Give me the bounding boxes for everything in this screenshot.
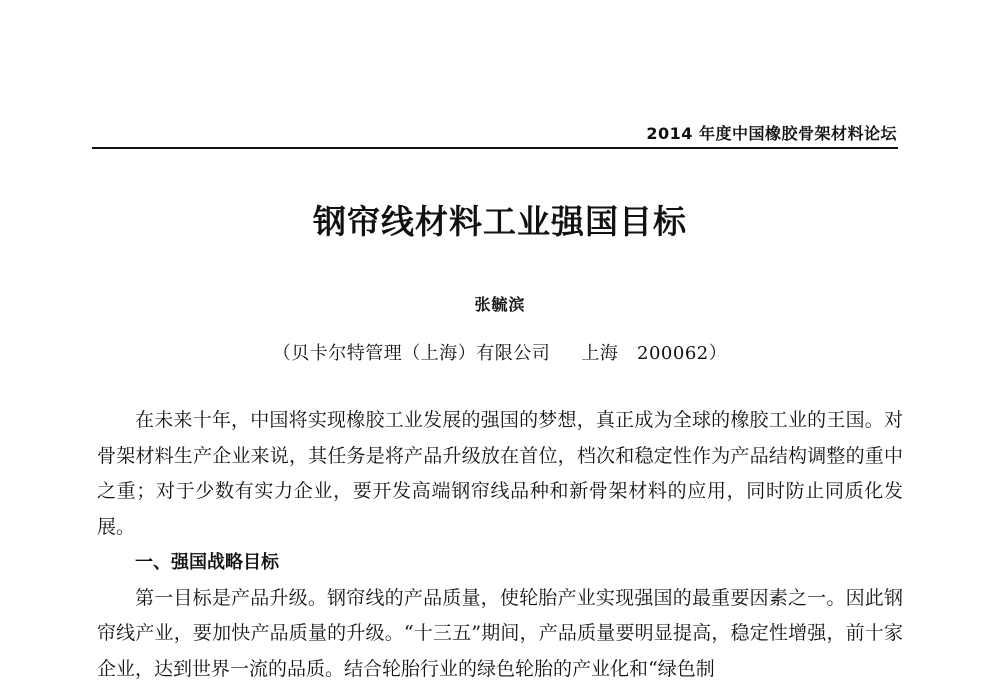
header-rule	[92, 147, 898, 149]
section-heading: 一、强国战略目标	[135, 552, 279, 573]
article-body	[97, 403, 903, 687]
running-header: 2014 年度中国橡胶骨架材料论坛	[646, 124, 897, 143]
body-paragraph: 第一目标是产品升级。钢帘线的产品质量，使轮胎产业实现强国的最重要因素之一。因此钢帘线产业，要加快产品质量的升级。“十三五”期间，产品质量要明显提高，稳定性增强，前十家企业，达到世界一流的品质。结合轮胎行业的绿色轮胎的产业化和“绿色制	[97, 586, 903, 680]
article-affiliation: （贝卡尔特管理（上海）有限公司 上海 200062）	[272, 343, 728, 364]
body-paragraph: 在未来十年，中国将实现橡胶工业发展的强国的梦想，真正成为全球的橡胶工业的王国。对骨架材料生产企业来说，其任务是将产品升级放在首位，档次和稳定性作为产品结构调整的重中之重；对于少数有实力企业，要开发高端钢帘线品种和新骨架材料的应用，同时防止同质化发展。	[97, 409, 903, 538]
article-author: 张毓滨	[474, 295, 526, 314]
article-title: 钢帘线材料工业强国目标	[313, 202, 687, 241]
